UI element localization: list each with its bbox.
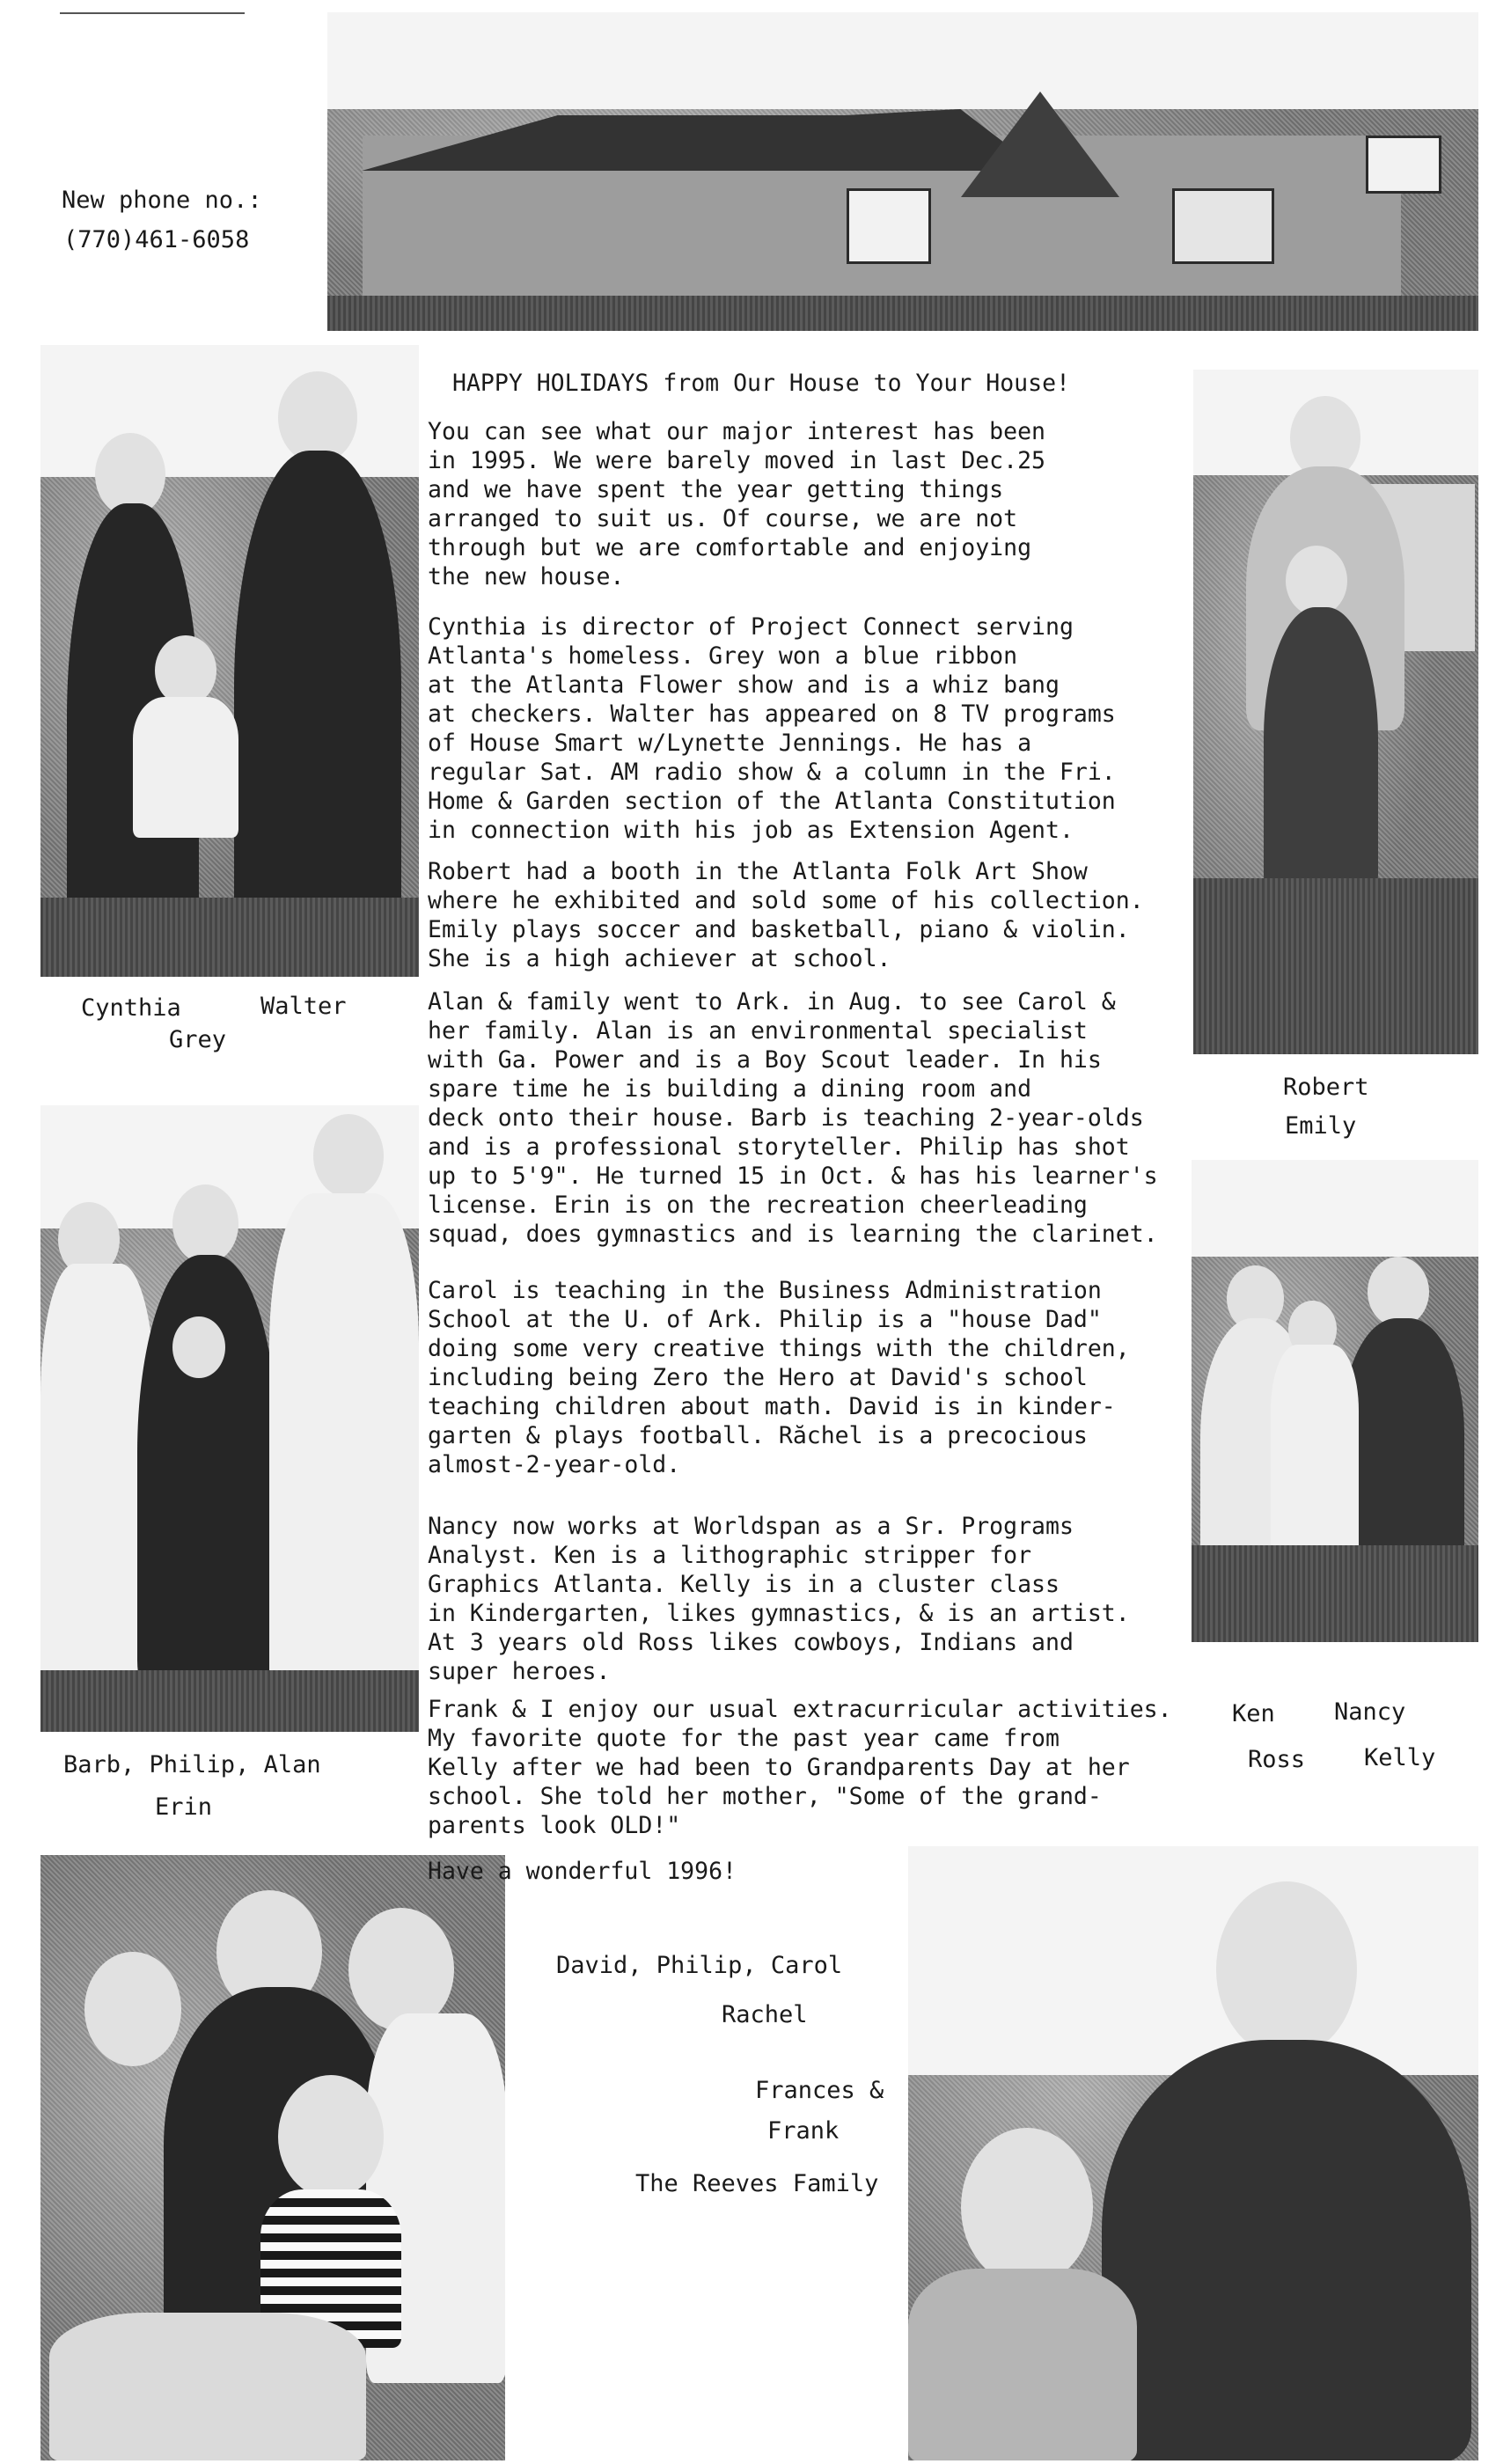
paragraph-intro: You can see what our major interest has been in 1995. We were barely moved in last Dec.25 and we have spent the year getting things arranged to suit us. Of course, we are not through but we are comfortable and enjoying the new house. (428, 418, 1045, 590)
caption-grey: Grey (169, 1026, 227, 1053)
caption-emily: Emily (1285, 1112, 1357, 1140)
caption-nancy: Nancy (1334, 1698, 1406, 1726)
letter-greeting: HAPPY HOLIDAYS from Our House to Your House! (452, 370, 1070, 397)
signature-rachel: Rachel (722, 2001, 808, 2028)
top-rule-left (60, 12, 245, 14)
photo-ken-nancy-ross-kelly (1192, 1160, 1478, 1642)
signature-family: The Reeves Family (635, 2170, 879, 2197)
signature-frank: Frank (767, 2117, 840, 2145)
paragraph-frank-frances: Frank & I enjoy our usual extracurricular activities. My favorite quote for the past year came from Kelly after we had been to Grandparents Day at her school. She told her mother, "Some of the grand- parents look OLD!" (428, 1696, 1172, 1839)
house-photo (327, 12, 1478, 331)
caption-ross: Ross (1248, 1746, 1306, 1773)
paragraph-carol-family: Carol is teaching in the Business Administration School at the U. of Ark. Philip is a "house Dad" doing some very creative things with the children, including being Zero the Hero at David's school teaching children about math. David is in kinder- garten & plays football. Răchel is a precocious almost-2-year-old. (428, 1277, 1130, 1478)
signature-david-philip-carol: David, Philip, Carol (556, 1952, 843, 1979)
phone-number: (770)461-6058 (63, 226, 250, 253)
caption-kelly: Kelly (1364, 1744, 1436, 1771)
caption-robert: Robert (1283, 1074, 1369, 1101)
photo-cynthia-walter-grey (40, 345, 419, 977)
caption-ken: Ken (1232, 1700, 1275, 1727)
caption-barb-philip-alan: Barb, Philip, Alan (63, 1751, 321, 1778)
phone-label: New phone no.: (62, 187, 262, 214)
photo-barb-philip-alan-erin (40, 1105, 419, 1732)
photo-robert-emily (1193, 370, 1478, 1054)
photo-david-philip-carol-rachel (40, 1855, 505, 2460)
paragraph-cynthia-grey-walter: Cynthia is director of Project Connect serving Atlanta's homeless. Grey won a blue ribbon at the Atlanta Flower show and is a whiz bang at checkers. Walter has appeared on 8 TV programs of House Smart w/Lynette Jennings. He has a regular Sat. AM radio show & a column in the Fri. Home & Garden section of the Atlanta Constitution in connection with his job as Extension Agent. (428, 613, 1116, 844)
caption-walter: Walter (260, 993, 347, 1020)
photo-frances-frank (908, 1846, 1478, 2460)
paragraph-robert-emily: Robert had a booth in the Atlanta Folk Art Show where he exhibited and sold some of his collection. Emily plays soccer and basketball, piano & violin. She is a high achiever at school. (428, 858, 1144, 972)
caption-erin: Erin (155, 1793, 213, 1821)
paragraph-alan-family: Alan & family went to Ark. in Aug. to see Carol & her family. Alan is an environmental specialist with Ga. Power and is a Boy Scout leader. In his spare time he is building a dining room and deck onto their house. Barb is teaching 2-year-olds and is a professional storyteller. Philip has shot up to 5'9". He turned 15 in Oct. & has his learner's license. Erin is on the recreation cheerleading squad, does gymnastics and is learning the clarinet. (428, 988, 1158, 1248)
caption-cynthia: Cynthia (81, 994, 181, 1022)
paragraph-nancy-family: Nancy now works at Worldspan as a Sr. Programs Analyst. Ken is a lithographic stripper for Graphics Atlanta. Kelly is in a cluster class in Kindergarten, likes gymnastics, & is an artist. At 3 years old Ross likes cowboys, Indians and super heroes. (428, 1513, 1130, 1685)
signature-frances: Frances & (755, 2077, 884, 2104)
paragraph-closing: Have a wonderful 1996! (428, 1858, 737, 1885)
